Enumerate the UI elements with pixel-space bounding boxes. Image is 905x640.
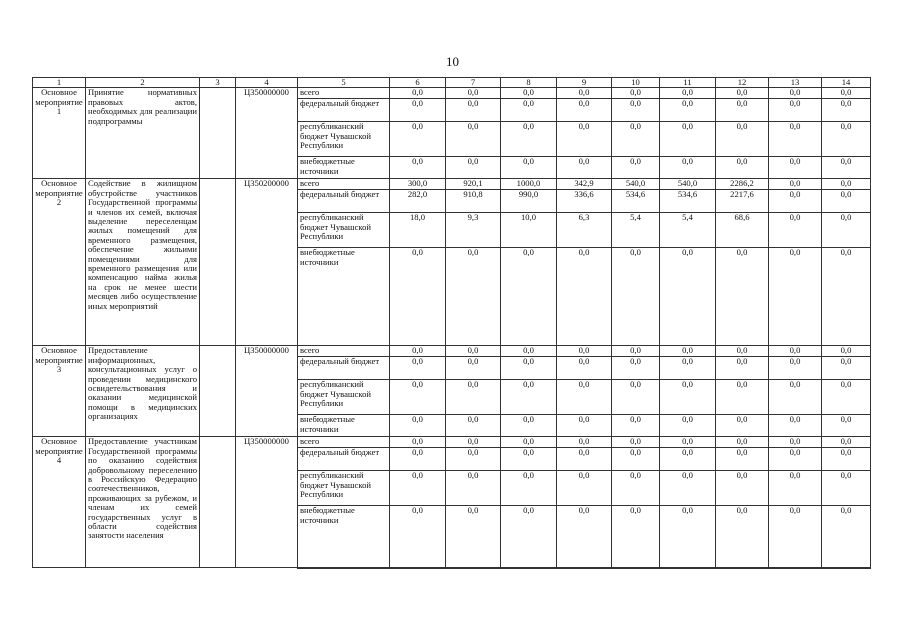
- budget-code: Ц350000000: [236, 88, 298, 179]
- column-header: 12: [716, 78, 769, 88]
- column-header: 7: [446, 78, 501, 88]
- value-cell: 0,0: [612, 471, 660, 506]
- value-cell: 0,0: [716, 346, 769, 357]
- value-cell: 0,0: [501, 157, 557, 179]
- measure-label: Основное мероприятие 4: [33, 437, 86, 568]
- value-cell: 0,0: [769, 190, 822, 213]
- value-cell: 0,0: [446, 437, 501, 448]
- value-cell: 0,0: [390, 157, 446, 179]
- value-cell: 0,0: [822, 248, 871, 346]
- value-cell: 0,0: [501, 471, 557, 506]
- value-cell: 0,0: [716, 380, 769, 415]
- value-cell: 0,0: [660, 506, 716, 568]
- value-cell: 0,0: [822, 88, 871, 99]
- value-cell: 0,0: [390, 88, 446, 99]
- value-cell: 0,0: [501, 448, 557, 471]
- value-cell: 0,0: [769, 88, 822, 99]
- value-cell: 0,0: [769, 99, 822, 122]
- value-cell: 0,0: [390, 248, 446, 346]
- value-cell: 0,0: [769, 248, 822, 346]
- value-cell: 0,0: [557, 357, 612, 380]
- budget-code: Ц350000000: [236, 437, 298, 568]
- measure-label: Основное мероприятие 1: [33, 88, 86, 179]
- column-header: 10: [612, 78, 660, 88]
- value-cell: 0,0: [822, 448, 871, 471]
- funding-source: внебюджетные источники: [298, 248, 390, 346]
- column-header: 8: [501, 78, 557, 88]
- value-cell: 0,0: [446, 248, 501, 346]
- value-cell: 0,0: [557, 415, 612, 437]
- value-cell: 0,0: [660, 415, 716, 437]
- value-cell: 0,0: [557, 471, 612, 506]
- column-3-cell: [200, 346, 236, 437]
- value-cell: 0,0: [390, 415, 446, 437]
- value-cell: 0,0: [660, 346, 716, 357]
- value-cell: 0,0: [660, 157, 716, 179]
- funding-source: республиканский бюджет Чувашской Республики: [298, 122, 390, 157]
- funding-source: всего: [298, 346, 390, 357]
- measure-description: Принятие нормативных правовых актов, необходимых для реализации подпрограммы: [86, 88, 200, 179]
- value-cell: 0,0: [612, 506, 660, 568]
- value-cell: 0,0: [822, 190, 871, 213]
- value-cell: 0,0: [716, 157, 769, 179]
- measure-label: Основное мероприятие 3: [33, 346, 86, 437]
- value-cell: 0,0: [612, 448, 660, 471]
- value-cell: 0,0: [446, 506, 501, 568]
- budget-code: Ц350000000: [236, 346, 298, 437]
- value-cell: 0,0: [769, 122, 822, 157]
- value-cell: 0,0: [769, 448, 822, 471]
- column-header: 13: [769, 78, 822, 88]
- value-cell: 0,0: [612, 346, 660, 357]
- value-cell: 0,0: [769, 380, 822, 415]
- value-cell: 0,0: [501, 248, 557, 346]
- value-cell: 0,0: [660, 248, 716, 346]
- column-3-cell: [200, 437, 236, 568]
- value-cell: 0,0: [660, 437, 716, 448]
- value-cell: 0,0: [822, 99, 871, 122]
- value-cell: 0,0: [446, 380, 501, 415]
- value-cell: 540,0: [660, 179, 716, 190]
- value-cell: 336,6: [557, 190, 612, 213]
- funding-source: республиканский бюджет Чувашской Республики: [298, 471, 390, 506]
- value-cell: 920,1: [446, 179, 501, 190]
- budget-code: Ц350200000: [236, 179, 298, 346]
- value-cell: 0,0: [390, 471, 446, 506]
- value-cell: 18,0: [390, 213, 446, 248]
- value-cell: 0,0: [769, 357, 822, 380]
- value-cell: 300,0: [390, 179, 446, 190]
- measure-description: Предоставление участникам Государственной программы по оказанию содействия добровольному переселению в Российскую Федерацию соотечественников, проживающих за рубежом, и членам их семей государственных услуг в области содействия занятости населения: [86, 437, 200, 568]
- value-cell: 0,0: [660, 380, 716, 415]
- value-cell: 0,0: [612, 415, 660, 437]
- measure-description: Предоставление информационных, консультационных услуг о проведении медицинского освидетельствования и оказании медицинской помощи в медицинских организациях: [86, 346, 200, 437]
- value-cell: 0,0: [769, 471, 822, 506]
- value-cell: 0,0: [446, 88, 501, 99]
- column-header: 11: [660, 78, 716, 88]
- value-cell: 0,0: [501, 415, 557, 437]
- value-cell: 0,0: [446, 471, 501, 506]
- table-body: [33, 78, 871, 568]
- value-cell: 990,0: [501, 190, 557, 213]
- funding-source: всего: [298, 179, 390, 190]
- value-cell: 534,6: [612, 190, 660, 213]
- funding-source: федеральный бюджет: [298, 357, 390, 380]
- value-cell: 540,0: [612, 179, 660, 190]
- value-cell: 0,0: [716, 506, 769, 568]
- page-number: 10: [446, 54, 459, 69]
- value-cell: 0,0: [660, 88, 716, 99]
- value-cell: 0,0: [822, 346, 871, 357]
- value-cell: 0,0: [557, 380, 612, 415]
- funding-source: федеральный бюджет: [298, 190, 390, 213]
- value-cell: 0,0: [660, 122, 716, 157]
- value-cell: 0,0: [822, 506, 871, 568]
- table-row: [33, 346, 871, 357]
- value-cell: 0,0: [612, 157, 660, 179]
- funding-source: республиканский бюджет Чувашской Республики: [298, 380, 390, 415]
- value-cell: 5,4: [612, 213, 660, 248]
- value-cell: 68,6: [716, 213, 769, 248]
- value-cell: 0,0: [390, 380, 446, 415]
- value-cell: 0,0: [501, 122, 557, 157]
- value-cell: 0,0: [390, 506, 446, 568]
- value-cell: 0,0: [557, 448, 612, 471]
- measure-description: Содействие в жилищном обустройстве участников Государственной программы и членов их семей, включая выделение переселенцам жилых помещений для временного размещения, обеспечение жильими помещениями для временного размещения или компенсацию найма жилья на срок не менее шести месяцев либо осуществление иных мероприятий: [86, 179, 200, 346]
- column-header: 2: [86, 78, 200, 88]
- column-header: 14: [822, 78, 871, 88]
- value-cell: 0,0: [716, 471, 769, 506]
- value-cell: 0,0: [446, 357, 501, 380]
- value-cell: 0,0: [501, 99, 557, 122]
- value-cell: 0,0: [612, 248, 660, 346]
- value-cell: 0,0: [557, 346, 612, 357]
- value-cell: 0,0: [822, 357, 871, 380]
- table-row: [33, 437, 871, 448]
- value-cell: 0,0: [822, 179, 871, 190]
- value-cell: 534,6: [660, 190, 716, 213]
- value-cell: 2286,2: [716, 179, 769, 190]
- value-cell: 0,0: [390, 437, 446, 448]
- value-cell: 0,0: [769, 157, 822, 179]
- value-cell: 0,0: [557, 248, 612, 346]
- measure-label: Основное мероприятие 2: [33, 179, 86, 346]
- budget-table: [32, 77, 871, 569]
- value-cell: 0,0: [446, 448, 501, 471]
- column-header: 5: [298, 78, 390, 88]
- value-cell: 0,0: [446, 415, 501, 437]
- value-cell: 0,0: [446, 157, 501, 179]
- value-cell: 1000,0: [501, 179, 557, 190]
- column-header: 6: [390, 78, 446, 88]
- value-cell: 0,0: [716, 437, 769, 448]
- value-cell: 0,0: [769, 506, 822, 568]
- column-header: 1: [33, 78, 86, 88]
- table-row: [33, 88, 871, 99]
- value-cell: 0,0: [660, 471, 716, 506]
- column-header: 3: [200, 78, 236, 88]
- value-cell: 0,0: [557, 157, 612, 179]
- value-cell: 0,0: [390, 346, 446, 357]
- value-cell: 910,8: [446, 190, 501, 213]
- value-cell: 0,0: [716, 448, 769, 471]
- value-cell: 0,0: [446, 99, 501, 122]
- value-cell: 0,0: [612, 437, 660, 448]
- funding-source: федеральный бюджет: [298, 448, 390, 471]
- value-cell: 0,0: [612, 122, 660, 157]
- value-cell: 0,0: [822, 415, 871, 437]
- column-3-cell: [200, 179, 236, 346]
- funding-source: внебюджетные источники: [298, 157, 390, 179]
- value-cell: 0,0: [769, 346, 822, 357]
- value-cell: 0,0: [612, 88, 660, 99]
- value-cell: 0,0: [557, 99, 612, 122]
- funding-source: всего: [298, 437, 390, 448]
- column-header: 9: [557, 78, 612, 88]
- value-cell: 0,0: [501, 506, 557, 568]
- value-cell: 0,0: [822, 380, 871, 415]
- value-cell: 2217,6: [716, 190, 769, 213]
- value-cell: 342,9: [557, 179, 612, 190]
- value-cell: 0,0: [769, 179, 822, 190]
- value-cell: 0,0: [822, 122, 871, 157]
- value-cell: 0,0: [822, 213, 871, 248]
- value-cell: 0,0: [390, 99, 446, 122]
- value-cell: 0,0: [446, 346, 501, 357]
- value-cell: 0,0: [660, 99, 716, 122]
- value-cell: 0,0: [557, 88, 612, 99]
- value-cell: 0,0: [822, 471, 871, 506]
- value-cell: 0,0: [501, 437, 557, 448]
- value-cell: 0,0: [660, 357, 716, 380]
- value-cell: 0,0: [660, 448, 716, 471]
- column-header: 4: [236, 78, 298, 88]
- value-cell: 0,0: [612, 99, 660, 122]
- column-3-cell: [200, 88, 236, 179]
- value-cell: 0,0: [822, 157, 871, 179]
- value-cell: 0,0: [557, 506, 612, 568]
- value-cell: 0,0: [716, 99, 769, 122]
- value-cell: 10,0: [501, 213, 557, 248]
- value-cell: 0,0: [446, 122, 501, 157]
- value-cell: 5,4: [660, 213, 716, 248]
- value-cell: 0,0: [822, 437, 871, 448]
- value-cell: 0,0: [501, 88, 557, 99]
- value-cell: 0,0: [557, 122, 612, 157]
- value-cell: 0,0: [557, 437, 612, 448]
- value-cell: 9,3: [446, 213, 501, 248]
- value-cell: 0,0: [716, 357, 769, 380]
- value-cell: 0,0: [769, 213, 822, 248]
- value-cell: 0,0: [716, 415, 769, 437]
- value-cell: 0,0: [501, 357, 557, 380]
- value-cell: 0,0: [501, 346, 557, 357]
- funding-source: внебюджетные источники: [298, 506, 390, 568]
- value-cell: 0,0: [716, 248, 769, 346]
- value-cell: 0,0: [501, 380, 557, 415]
- value-cell: 0,0: [390, 448, 446, 471]
- value-cell: 0,0: [612, 357, 660, 380]
- value-cell: 0,0: [769, 437, 822, 448]
- value-cell: 0,0: [390, 122, 446, 157]
- value-cell: 282,0: [390, 190, 446, 213]
- funding-source: федеральный бюджет: [298, 99, 390, 122]
- value-cell: 0,0: [716, 122, 769, 157]
- funding-source: внебюджетные источники: [298, 415, 390, 437]
- funding-source: всего: [298, 88, 390, 99]
- value-cell: 0,0: [716, 88, 769, 99]
- value-cell: 0,0: [612, 380, 660, 415]
- value-cell: 6,3: [557, 213, 612, 248]
- table-row: [33, 179, 871, 190]
- header-row: [33, 78, 871, 88]
- funding-source: республиканский бюджет Чувашской Республики: [298, 213, 390, 248]
- value-cell: 0,0: [769, 415, 822, 437]
- value-cell: 0,0: [390, 357, 446, 380]
